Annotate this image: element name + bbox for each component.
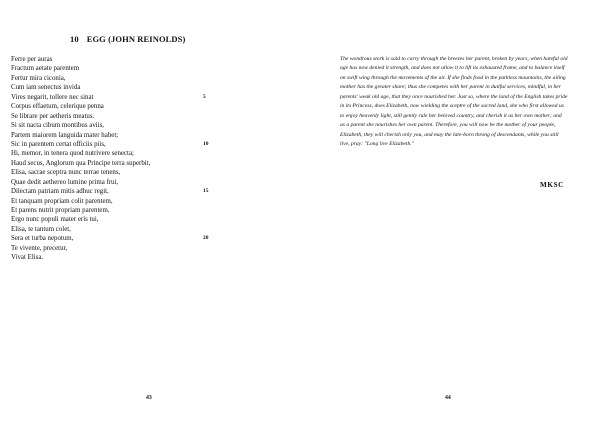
poem-line (11, 121, 211, 130)
line-number: 15 (203, 188, 209, 195)
poem-line (11, 168, 211, 177)
poem-line (11, 187, 211, 196)
poem-heading (70, 34, 185, 44)
poem-line (11, 93, 211, 102)
line-number: 5 (203, 93, 206, 100)
poem-line-text: Ergo nunc populi mater eris tui, (11, 216, 99, 224)
poem-line (11, 178, 211, 187)
poem-line-text: Partem maiorem languida mater habet; (11, 131, 119, 139)
poem-line-text: Haud secus, Anglorum qua Principe terra superbit, (11, 159, 151, 167)
poem-line-text: Et tanquam propriam colit parentem, (11, 197, 113, 205)
poem-line-text: Ferre per auras (11, 56, 53, 63)
poem-line (11, 197, 211, 206)
poem-line-text: Fractum aetate parentem (11, 65, 80, 73)
poem-line-text: Corpus effaetum, celerique penna (11, 103, 104, 111)
poem-line (11, 131, 211, 140)
poem-line-text: Se librare per aetheris meatus. (11, 112, 95, 120)
line-number: 10 (203, 140, 209, 147)
english-translation: The wondrous stork is said to carry through the breezes her parent, broken by years, when hateful old age has now denied it strength, and does not allow it to lift its exhausted frame, and to balance itself on swift wing through the movements of the air. If she finds food in the pathless mountains, the ailing mother has the greater share; thus she competes with her parent in dutiful services, mindful, in her parents' weak old age, that they once nourished her. Just so, where the land of the English takes pride in its Princess, does Elizabeth, now wielding the sceptre of the sacred land, she who first allowed us to enjoy heavenly light, still gently rule her beloved country, and cherish it as her own mother; and as a parent she nourishes her own parent. Therefore, you will now be the mother of your people, Elizabeth, they will cherish only you, and may the late-born throng of descendants, while you still live, pray: "Long live Elizabeth." (340, 56, 568, 148)
poem-number: 10 (70, 34, 79, 44)
poem-line-text: Sera et turba nepotum, (11, 235, 74, 243)
poem-line-text: Te vivente, precetur, (11, 244, 68, 252)
poem-line (11, 83, 211, 92)
page-number-left: 43 (146, 395, 152, 401)
poem-line (11, 225, 211, 234)
poem-line (11, 215, 211, 224)
poem-line-text: Fertur mira ciconia, (11, 74, 66, 82)
translator-initials: MKSC (540, 181, 564, 189)
poem-line (11, 234, 211, 243)
poem-line-text: Elisa, sacrae sceptra nunc terrae tenens, (11, 169, 121, 177)
poem-line (11, 206, 211, 215)
poem-line-text: Si sit nacta cibum montibus aviis, (11, 122, 105, 130)
poem-line-text: Et parens nutrit propriam parentem. (11, 207, 110, 214)
poem-line (11, 159, 211, 168)
page-number-right: 44 (445, 395, 451, 401)
line-number: 20 (203, 235, 209, 242)
poem-line (11, 140, 211, 149)
poem-line-text: Dilectam patriam mitis adhuc regit, (11, 188, 109, 196)
poem-line (11, 244, 211, 253)
poem-line (11, 74, 211, 83)
latin-poem (11, 55, 211, 263)
poem-line (11, 112, 211, 121)
poem-line (11, 102, 211, 111)
poem-line-text: Vivat Elisa. (11, 254, 44, 262)
poem-line (11, 149, 211, 158)
poem-line (11, 253, 211, 262)
poem-line (11, 55, 211, 64)
poem-line-text: Hi, memor, in tenera quod nutrivere senecta; (11, 150, 134, 158)
poem-title: EGG (JOHN REINOLDS) (86, 34, 186, 44)
poem-line-text: Elisa, te tantum colet, (11, 225, 71, 233)
poem-line-text: Quae dedit aethereo lumine prima frui, (11, 178, 119, 186)
poem-line (11, 64, 211, 73)
poem-line-text: Sic in parentem certat officiis piis, (11, 140, 106, 148)
poem-line-text: Cum iam senectus invida (11, 84, 81, 92)
poem-line-text: Vires negarit, tollere nec sinat (11, 93, 94, 101)
